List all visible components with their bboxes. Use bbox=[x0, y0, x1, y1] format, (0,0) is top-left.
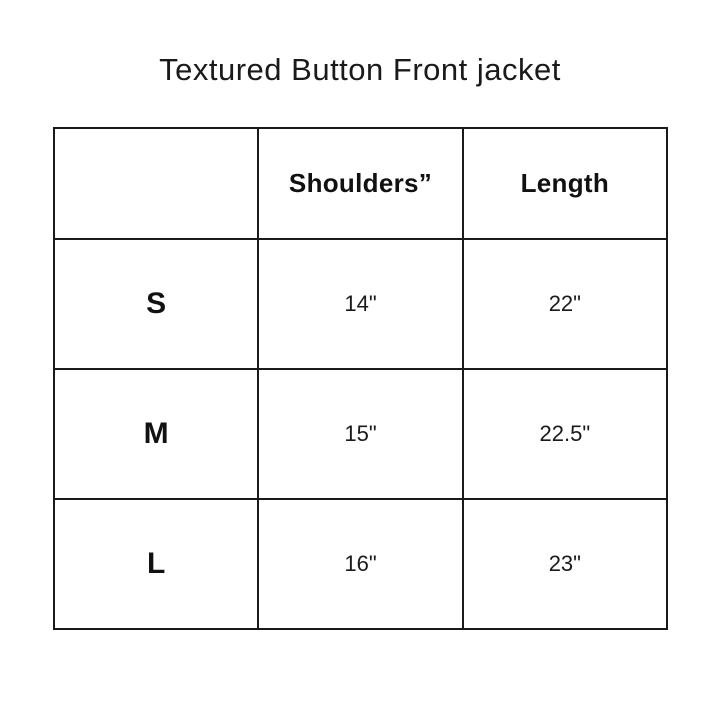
table-row-size-m bbox=[54, 369, 667, 499]
table-row-size-s bbox=[54, 239, 667, 369]
length-value-l: 23" bbox=[463, 499, 667, 629]
shoulders-value-l: 16" bbox=[258, 499, 462, 629]
header-length: Length bbox=[463, 128, 667, 239]
table-row-size-l bbox=[54, 499, 667, 629]
shoulders-value-m: 15" bbox=[258, 369, 462, 499]
size-chart-table bbox=[53, 127, 668, 630]
size-label-s: S bbox=[54, 239, 258, 369]
size-label-m: M bbox=[54, 369, 258, 499]
header-shoulders: Shoulders” bbox=[258, 128, 462, 239]
header-blank-cell bbox=[54, 128, 258, 239]
shoulders-value-s: 14" bbox=[258, 239, 462, 369]
page-title: Textured Button Front jacket bbox=[159, 52, 561, 87]
length-value-s: 22" bbox=[463, 239, 667, 369]
length-value-m: 22.5" bbox=[463, 369, 667, 499]
size-label-l: L bbox=[54, 499, 258, 629]
table-header-row bbox=[54, 128, 667, 239]
